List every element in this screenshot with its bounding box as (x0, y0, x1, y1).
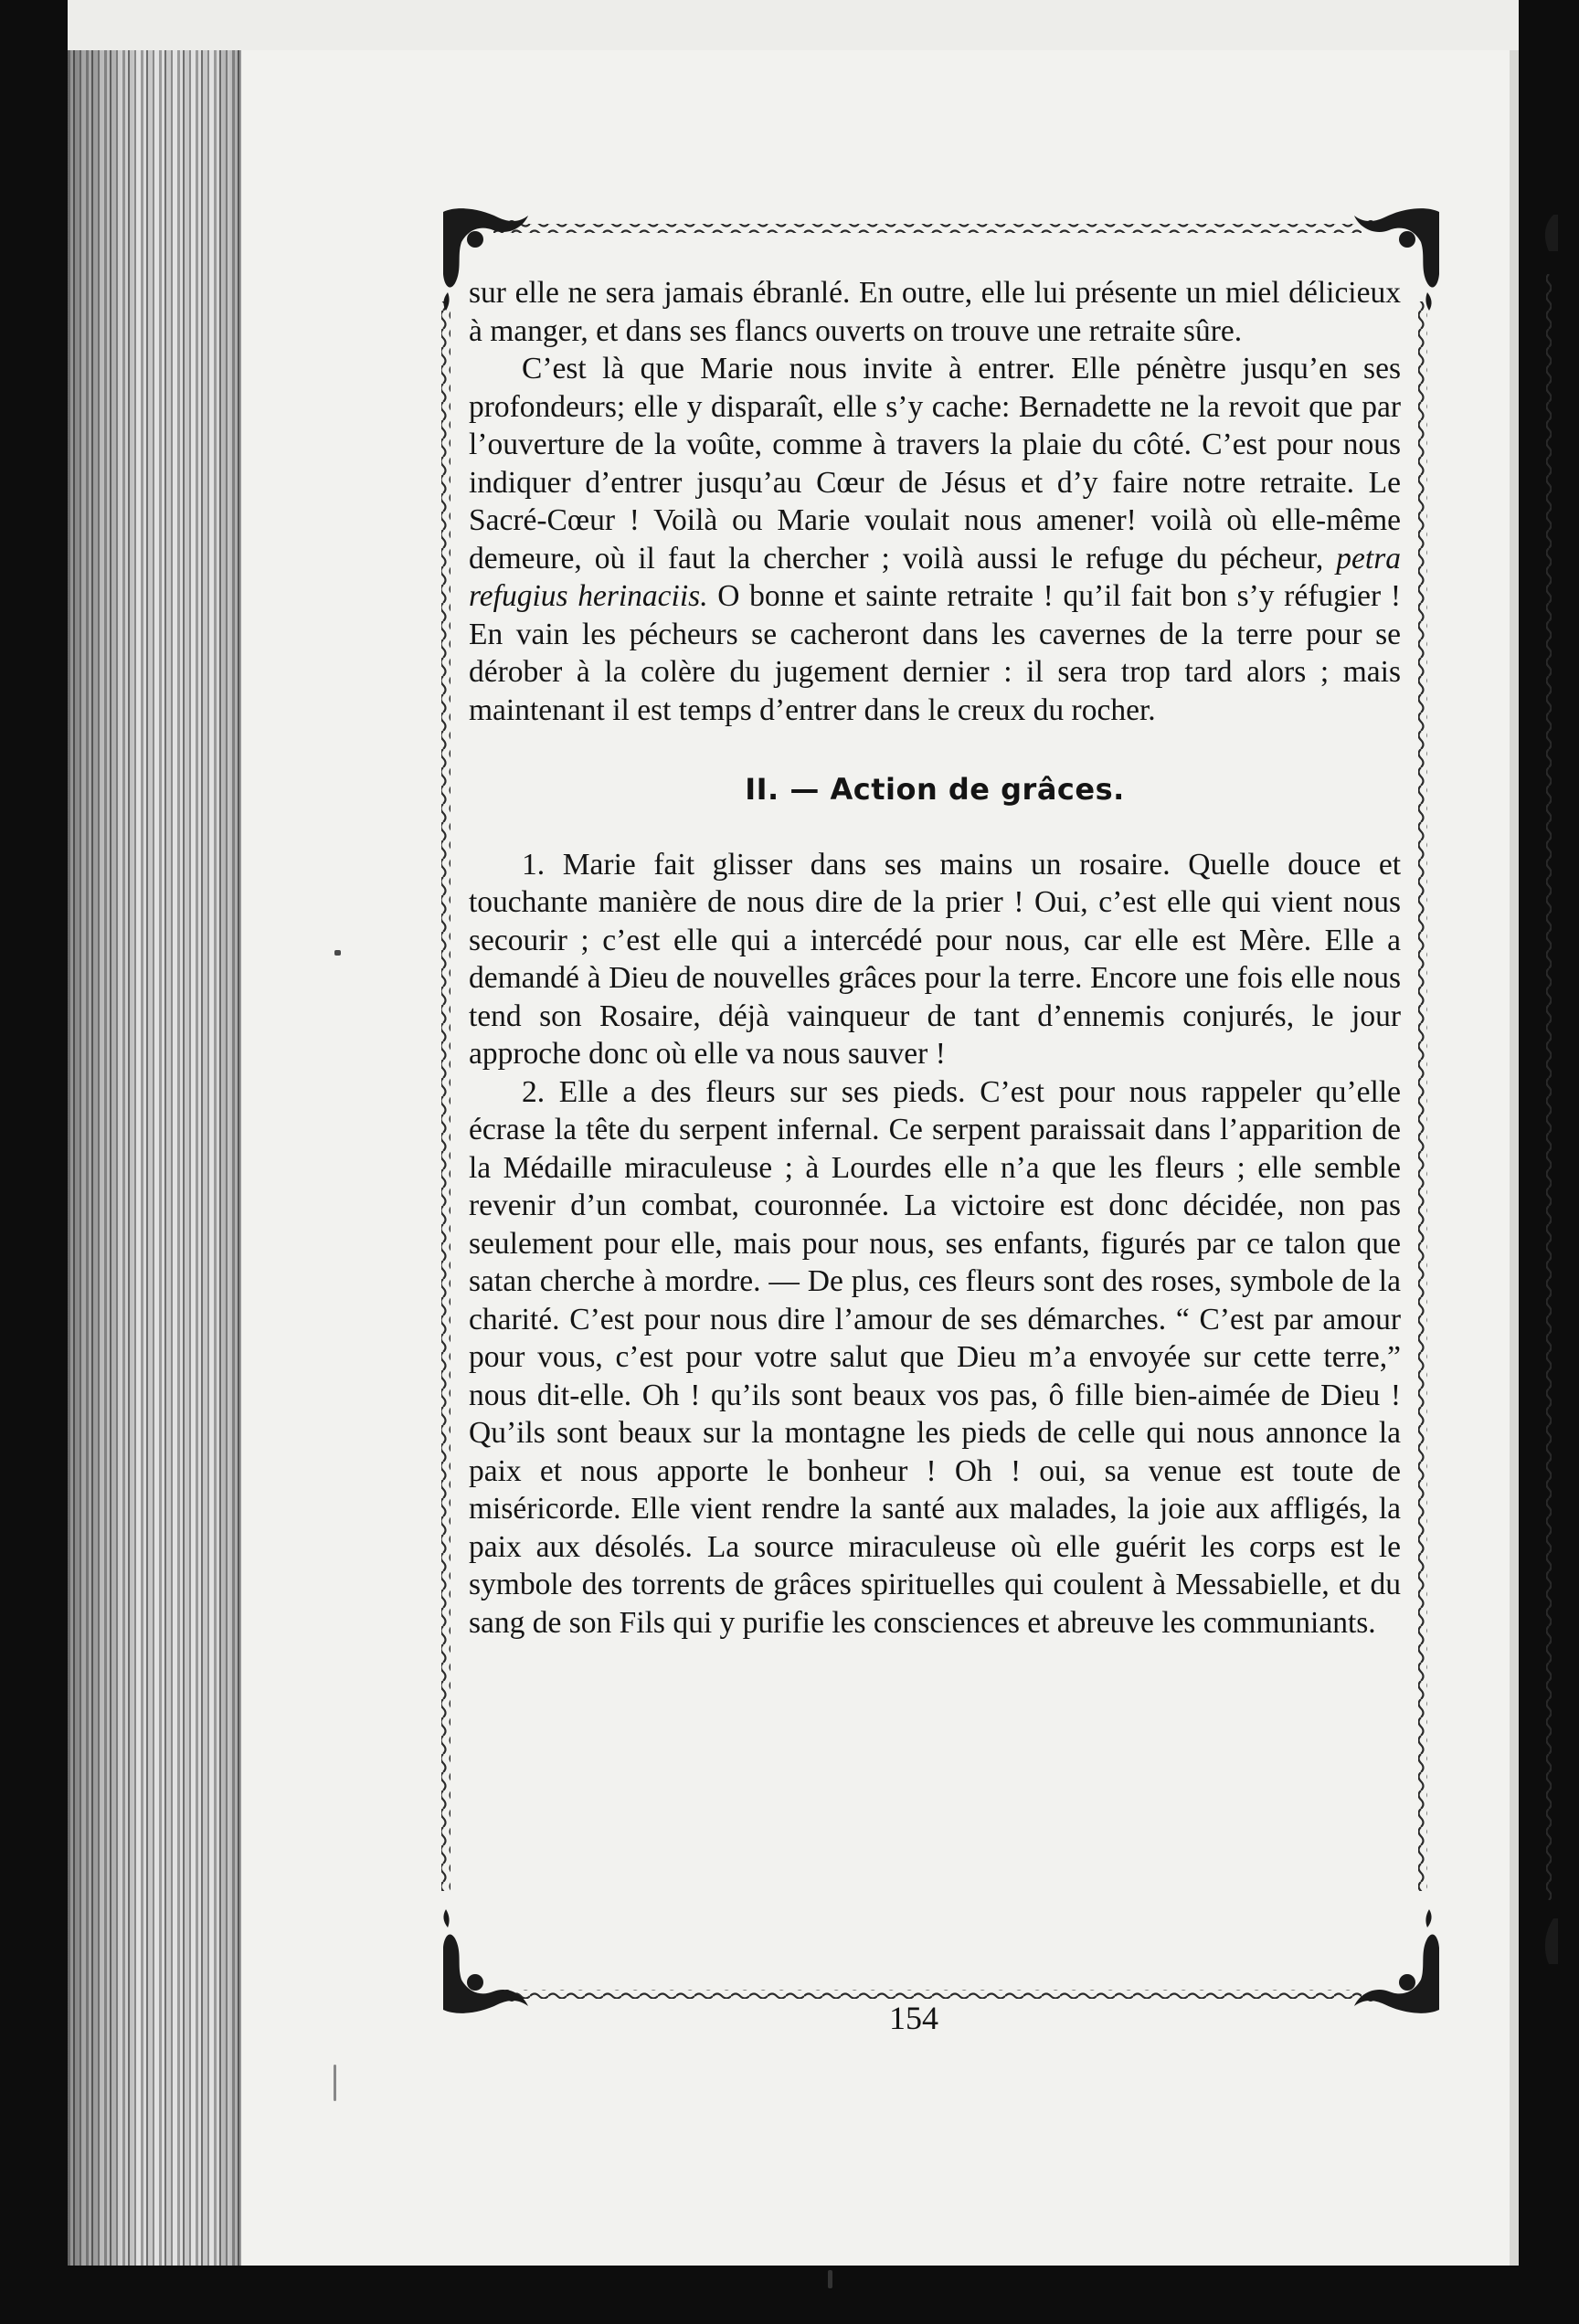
scan-speck (334, 2065, 336, 2101)
paragraph-retreat-end: O bonne et sainte retraite ! qu’il fait bon s’y réfugier ! En vain les pécheurs se cacheront dans les cavernes de la terre pour se dérober à la colère du jugement dernier : il sera trop tard alors ; mais maintenant il est temps d’entrer dans le creux du rocher. (469, 579, 1401, 727)
paragraph-retreat-text: C’est là que Marie nous invite à entrer. Elle pénètre jusqu’en ses profondeurs; elle y disparaît, elle s’y cache: Bernadette ne la revoit que par l’ouverture de la voûte, comme à travers la plaie du côté. C’est pour nous indiquer d’entrer jusqu’au Cœur de Jésus et d’y faire notre retraite. Le Sacré-Cœur ! Voilà ou Marie voulait nous amener! voilà où elle-même demeure, où il faut la chercher ; voilà aussi le refuge du pécheur, (469, 352, 1401, 576)
ornament-bottom-left (443, 1909, 528, 2013)
frame-right-border (1418, 301, 1427, 1891)
page-number: 154 (889, 2000, 938, 2036)
paragraph-continuation: sur elle ne sera jamais ébranlé. En outre, elle lui présente un miel délicieux à manger, et dans ses flancs ouverts on trouve une retraite sûre. (469, 276, 1401, 348)
page-text (469, 274, 1401, 1642)
frame-left-border (441, 301, 450, 1891)
scan-speck (334, 950, 341, 956)
paragraph-flowers: 2. Elle a des fleurs sur ses pieds. C’est pour nous rappeler qu’elle écrase la tête du serpent infernal. Ce serpent paraissait dans l’apparition de la Médaille miraculeuse ; à Lourdes elle n’a que les fleurs ; elle semble revenir d’un combat, couronnée. La victoire est donc décidée, non pas seulement pour elle, mais pour nous, ses enfants, figurés par ce talon que satan cherche à mordre. — De plus, ces fleurs sont des roses, symbole de la charité. C’est pour nous dire l’amour de ses démarches. “ C’est par amour pour vous, c’est pour votre salut que Dieu m’a envoyée sur cette terre,” nous dit-elle. Oh ! qu’ils sont beaux vos pas, ô fille bien-aimée de Dieu ! Qu’ils sont beaux sur la montagne les pieds de celle qui nous annonce la paix et nous apporte le bonheur ! Oh ! oui, sa venue est toute de miséricorde. Elle vient rendre la santé aux malades, la joie aux affligés, la paix aux désolés. La source miraculeuse où elle guérit les corps est le symbole des torrents de grâces spirituelles qui coulent à Messabielle, et du sang de son Fils qui y purifie les consciences et abreuve les communiants. (469, 1074, 1401, 1640)
facing-page-ornaments (1545, 215, 1558, 1964)
latin-quote: petra refugius herinaciis. (469, 541, 1401, 613)
frame-top-border (493, 224, 1362, 233)
ornament-bottom-right (1354, 1909, 1439, 2013)
paragraph-retreat (469, 350, 1401, 729)
paragraph-rosary: 1. Marie fait glisser dans ses mains un rosaire. Quelle douce et touchante manière de nous dire de la prier ! Oui, c’est elle qui vient nous secourir ; c’est elle qui a intercédé pour nous, car elle est Mère. Elle a demandé à Dieu de nouvelles grâces pour la terre. Encore une fois elle nous tend son Rosaire, déjà vainqueur de tant d’ennemis conjurés, le jour approche donc où elle va nous sauver ! (469, 847, 1401, 1071)
scan-speck (828, 2270, 832, 2288)
section-heading: II. — Action de grâces. (745, 772, 1125, 807)
frame-bottom-border (493, 1990, 1362, 1999)
